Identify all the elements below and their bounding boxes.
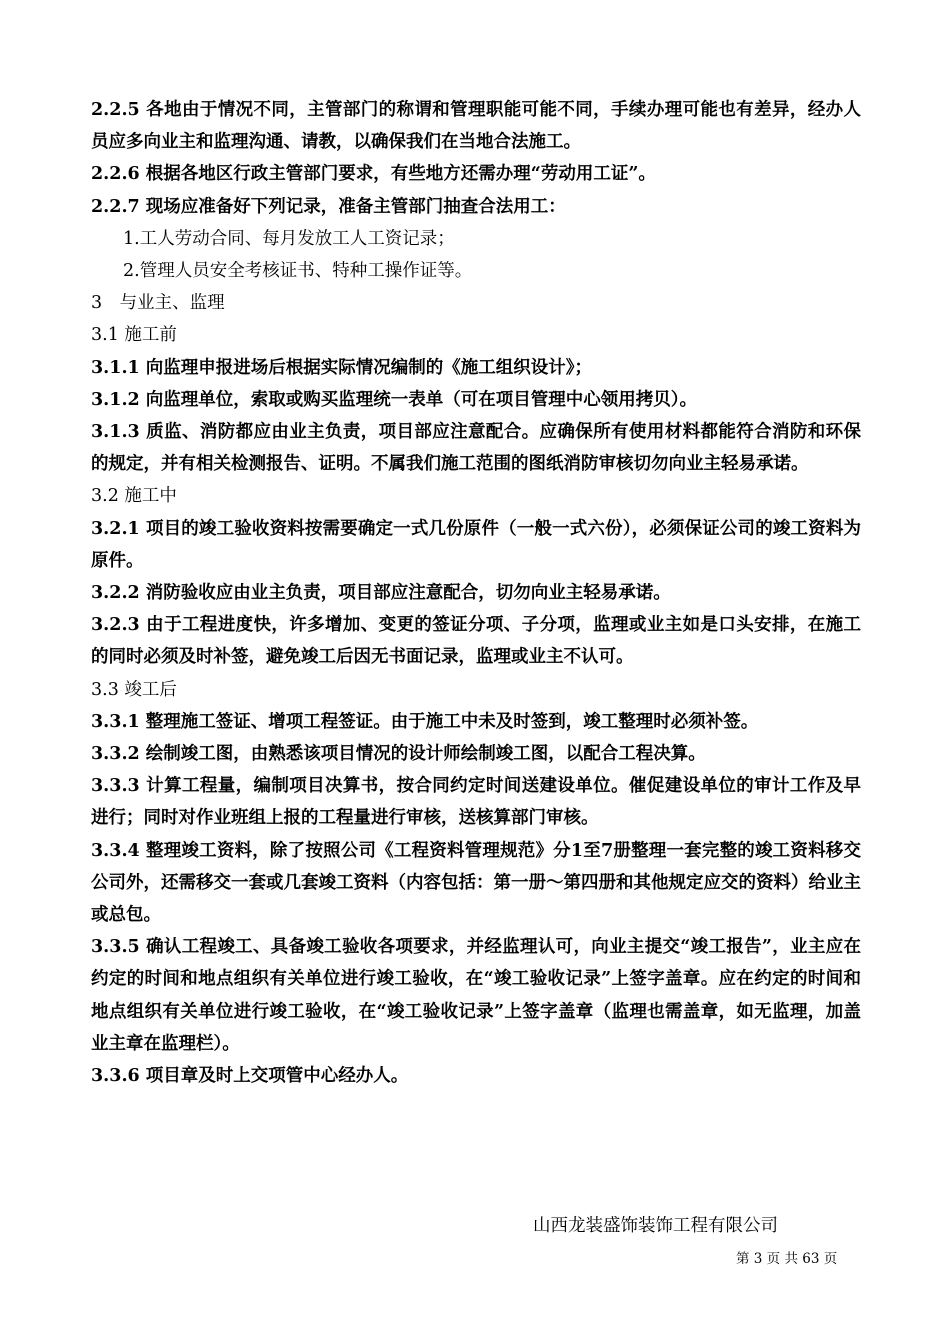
clause-paragraph: 3.3.2 绘制竣工图，由熟悉该项目情况的设计师绘制竣工图，以配合工程决算。 xyxy=(91,744,706,765)
company-name: 山西龙装盛饰装饰工程有限公司 xyxy=(533,1216,778,1236)
clause-paragraph: 2.2.6 根据各地区行政主管部门要求，有些地方还需办理“劳动用工证”。 xyxy=(91,164,656,185)
section-heading: 3.2 施工中 xyxy=(91,486,177,507)
section-heading: 3.3 竣工后 xyxy=(91,679,177,700)
clause-paragraph: 2.2.7 现场应准备好下列记录，准备主管部门抽查合法用工： xyxy=(91,196,566,217)
list-item: 1.工人劳动合同、每月发放工人工资记录； xyxy=(123,228,455,249)
clause-paragraph: 3.3.6 项目章及时上交项管中心经办人。 xyxy=(91,1066,409,1087)
document-body xyxy=(91,94,861,1092)
clause-paragraph: 3.3.1 整理施工签证、增项工程签证。由于施工中未及时签到，竣工整理时必须补签。 xyxy=(91,711,759,732)
clause-paragraph: 3.2.3 由于工程进度快，许多增加、变更的签证分项、子分项，监理或业主如是口头安排，在施工的同时必须及时补签，避免竣工后因无书面记录，监理或业主不认可。 xyxy=(91,615,861,668)
page-number-footer: 第 3 页 共 63 页 xyxy=(736,1251,838,1267)
list-item: 2.管理人员安全考核证书、特种工操作证等。 xyxy=(123,261,473,282)
clause-paragraph: 3.1.2 向监理单位，索取或购买监理统一表单（可在项目管理中心领用拷贝）。 xyxy=(91,389,698,410)
clause-paragraph: 3.2.2 消防验收应由业主负责，项目部应注意配合，切勿向业主轻易承诺。 xyxy=(91,583,671,604)
clause-paragraph: 3.1.3 质监、消防都应由业主负责，项目部应注意配合。应确保所有使用材料都能符合消防和环保的规定，并有相关检测报告、证明。不属我们施工范围的图纸消防审核切勿向业主轻易承诺。 xyxy=(91,422,861,475)
clause-paragraph: 3.1.1 向监理申报进场后根据实际情况编制的《施工组织设计》； xyxy=(91,357,593,378)
section-heading: 3.1 施工前 xyxy=(91,325,177,346)
clause-paragraph: 3.2.1 项目的竣工验收资料按需要确定一式几份原件（一般一式六份），必须保证公司的竣工资料为原件。 xyxy=(91,518,861,571)
section-heading: 3 与业主、监理 xyxy=(91,293,225,314)
clause-paragraph: 3.3.3 计算工程量，编制项目决算书，按合同约定时间送建设单位。催促建设单位的审计工作及早进行；同时对作业班组上报的工程量进行审核，送核算部门审核。 xyxy=(91,776,861,829)
clause-paragraph: 3.3.5 确认工程竣工、具备竣工验收各项要求，并经监理认可，向业主提交“竣工报告”，业主应在约定的时间和地点组织有关单位进行竣工验收，在“竣工验收记录”上签字盖章。应在约定的时间和地点组织有关单位进行竣工验收，在“竣工验收记录”上签字盖章（监理也需盖章，如无监理，加盖业主章在监理栏）。 xyxy=(91,937,861,1054)
clause-paragraph: 3.3.4 整理竣工资料，除了按照公司《工程资料管理规范》分1至7册整理一套完整的竣工资料移交公司外，还需移交一套或几套竣工资料（内容包括：第一册～第四册和其他规定应交的资料）给业主或总包。 xyxy=(91,840,861,926)
clause-paragraph: 2.2.5 各地由于情况不同，主管部门的称谓和管理职能可能不同，手续办理可能也有差异，经办人员应多向业主和监理沟通、请教，以确保我们在当地合法施工。 xyxy=(91,100,861,153)
